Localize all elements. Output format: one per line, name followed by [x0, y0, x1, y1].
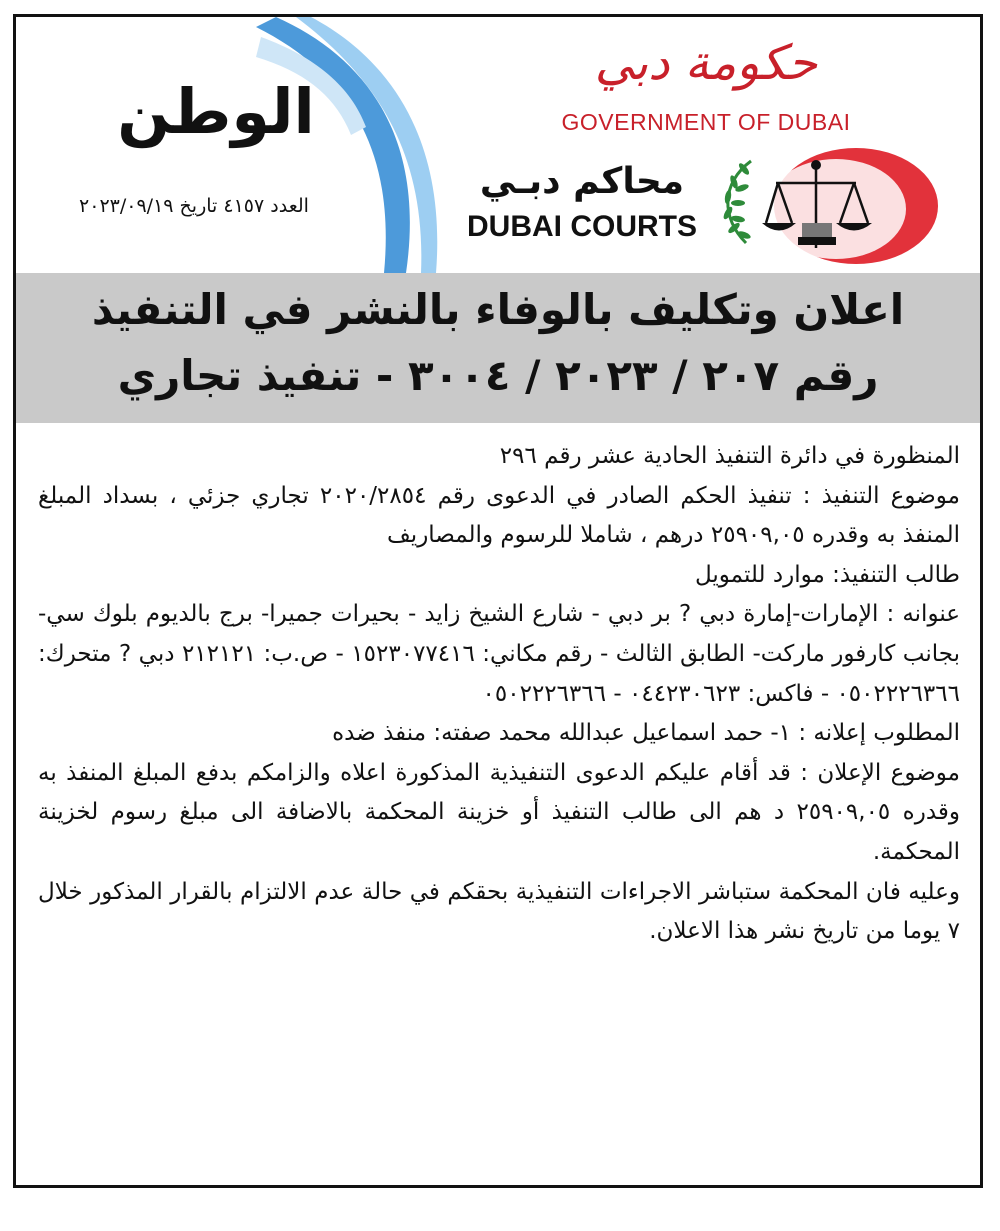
respondent: المطلوب إعلانه : ١- حمد اسماعيل عبدالله محمد صفته: منفذ ضده	[332, 720, 960, 747]
notice-consequence: وعليه فان المحكمة ستباشر الاجراءات التنفيذية بحقكم في حالة عدم الالتزام بالقرار المذكور خلال ٧ يوما من تاريخ نشر هذا الاعلان.	[38, 878, 960, 945]
announcement-header	[16, 17, 980, 273]
announcement-title: اعلان وتكليف بالوفاء بالنشر في التنفيذ	[91, 285, 905, 334]
dubai-courts-emblem-icon	[716, 143, 941, 269]
government-of-dubai-arabic: حكومة دبي	[594, 35, 818, 91]
announcement-body	[38, 437, 960, 952]
execution-subject: موضوع التنفيذ : تنفيذ الحكم الصادر في الدعوى رقم ٢٠٢٠/٢٨٥٤ تجاري جزئي ، بسداد المبلغ المنفذ به وقدره ٢٥٩٠٩,٠٥ درهم ، شاملا للرسوم والمصاريف	[38, 482, 960, 549]
dubai-courts-english: DUBAI COURTS	[467, 210, 697, 243]
announcement-frame	[13, 14, 983, 1188]
case-number-title: رقم ٢٠٧ / ٢٠٢٣ / ٣٠٠٤ - تنفيذ تجاري	[117, 351, 879, 400]
dubai-courts-arabic: محاكم دبـي	[479, 161, 685, 202]
issue-number-date: العدد ٤١٥٧ تاريخ ٢٠٢٣/٠٩/١٩	[79, 195, 309, 217]
execution-requester: طالب التنفيذ: موارد للتمويل	[694, 561, 960, 588]
newspaper-name: الوطن	[117, 75, 315, 148]
requester-address: عنوانه : الإمارات-إمارة دبي ? بر دبي - شارع الشيخ زايد - بحيرات جميرا- برج بالديوم بلوك سي- بجانب كارفور ماركت- الطابق الثالث - رقم مكاني: ١٥٢٣٠٧٧٤١٦ - ص.ب: ٢١٢١٢١ دبي ? متحرك: ٠٥٠٢٢٢٦٣٦٦ - فاكس: ٠٤٤٢٣٠٦٢٣ - ٠٥٠٢٢٢٦٣٦٦	[38, 601, 960, 707]
notice-subject: موضوع الإعلان : قد أقام عليكم الدعوى التنفيذية المذكورة اعلاه والزامكم بدفع المبلغ المنفذ به وقدره ٢٥٩٠٩,٠٥ د هم الى طالب التنفيذ أو خزينة المحكمة بالاضافة الى مبلغ رسوم لخزينة المحكمة.	[38, 759, 960, 865]
execution-circuit: المنظورة في دائرة التنفيذ الحادية عشر رقم ٢٩٦	[499, 443, 960, 469]
government-of-dubai-english: GOVERNMENT OF DUBAI	[561, 109, 851, 135]
title-band	[16, 273, 980, 423]
